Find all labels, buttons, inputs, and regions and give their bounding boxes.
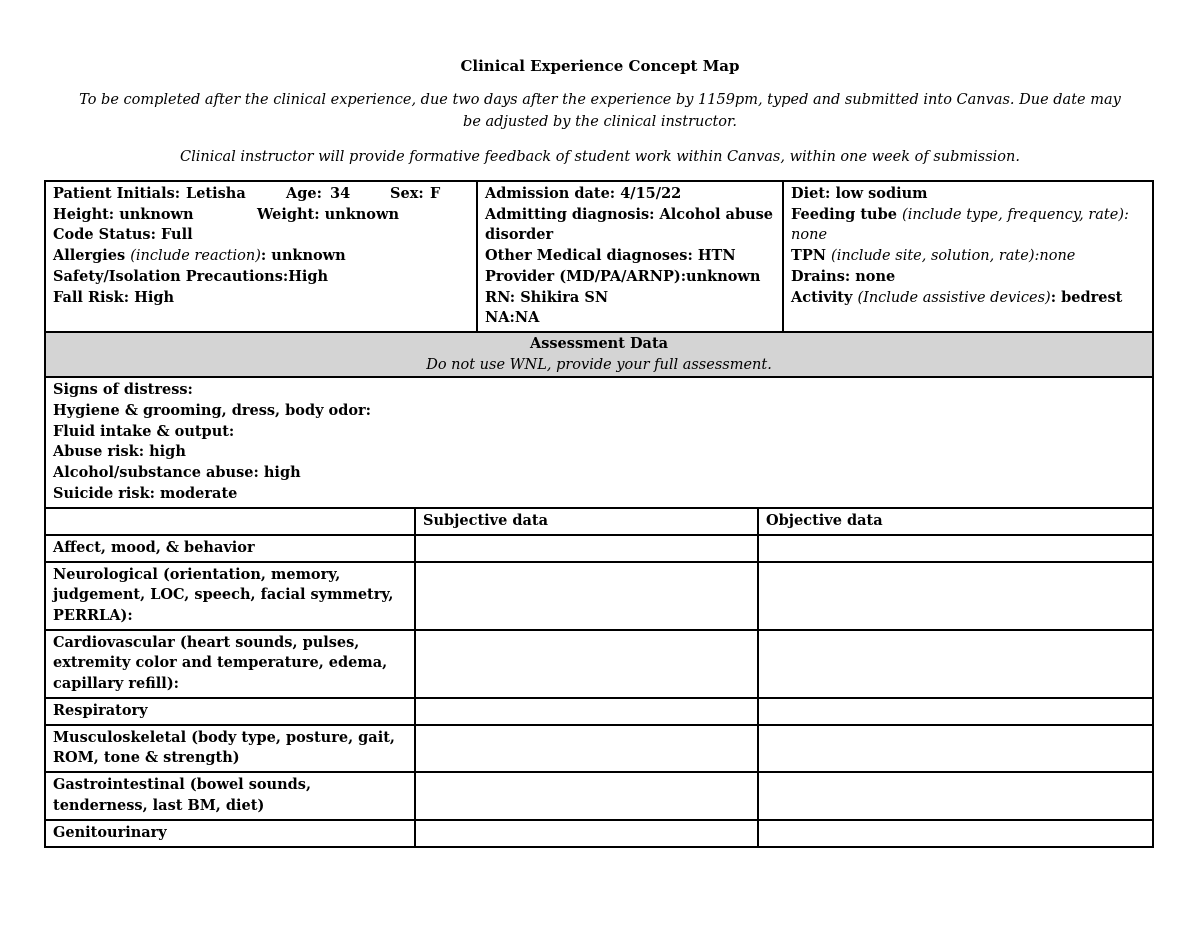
activity-field: [791, 288, 1145, 309]
activity-label: Activity: [791, 288, 853, 306]
weight-field: Weight: unknown: [257, 205, 399, 223]
sex-label: Sex:: [390, 185, 424, 202]
concept-map-table: [44, 180, 1154, 848]
tpn-label: TPN: [791, 247, 826, 265]
objective-musculoskeletal-cell[interactable]: [758, 725, 1153, 772]
hygiene-field: Hygiene & grooming, dress, body odor:: [53, 402, 372, 420]
allergies-hint: (include reaction): [130, 248, 261, 265]
system-musculoskeletal-label: Musculoskeletal (body type, posture, gait, ROM, tone & strength): [45, 725, 415, 772]
system-genitourinary-label: Genitourinary: [45, 820, 415, 847]
nutrition-cell: [783, 181, 1153, 332]
instruction-due-date: To be completed after the clinical experience, due two days after the experience by 1159pm, typed and submitted into Canvas. Due date may be adjusted by the clinical instructor.: [79, 92, 1121, 130]
table-row: [45, 725, 1153, 772]
objective-affect-cell[interactable]: [758, 535, 1153, 562]
allergies-value: : unknown: [260, 247, 346, 265]
system-header-cell: [45, 508, 415, 535]
table-row: [45, 772, 1153, 819]
other-diagnoses-field: Other Medical diagnoses: HTN: [485, 247, 736, 265]
table-row: [45, 562, 1153, 630]
assessment-header-row: [45, 332, 1153, 377]
allergies-field: [53, 246, 469, 267]
instruction-feedback: Clinical instructor will provide formative feedback of student work within Canvas, within one week of submission.: [180, 149, 1020, 165]
assessment-subheading: Do not use WNL, provide your full assessment.: [426, 356, 772, 373]
column-header-row: [45, 508, 1153, 535]
abuse-risk-field: Abuse risk: high: [53, 443, 186, 461]
table-row: [45, 698, 1153, 725]
tpn-field: [791, 246, 1145, 267]
table-row: [45, 630, 1153, 698]
tpn-hint: (include site, solution, rate):none: [831, 248, 1076, 265]
assessment-heading: Assessment Data: [529, 334, 669, 352]
na-field: NA:NA: [485, 309, 540, 327]
provider-field: Provider (MD/PA/ARNP):unknown: [485, 267, 761, 285]
admission-cell: [477, 181, 783, 332]
signs-of-distress-field: Signs of distress:: [53, 381, 193, 399]
subjective-neurological-cell[interactable]: [415, 562, 758, 630]
general-assessment-cell: [45, 377, 1153, 507]
feeding-tube-hint: (include type, frequency, rate): none: [791, 206, 1129, 244]
patient-demographics-cell: [45, 181, 477, 332]
suicide-risk-field: Suicide risk: moderate: [53, 484, 238, 502]
sex-value: F: [430, 185, 441, 202]
subjective-gastrointestinal-cell[interactable]: [415, 772, 758, 819]
age-value: 34: [330, 185, 351, 202]
table-row: [45, 535, 1153, 562]
subjective-cardiovascular-cell[interactable]: [415, 630, 758, 698]
drains-field: Drains: none: [791, 267, 896, 285]
patient-info-row: [45, 181, 1153, 332]
age-label: Age:: [286, 185, 322, 202]
fall-risk-field: Fall Risk: High: [53, 288, 175, 306]
objective-cardiovascular-cell[interactable]: [758, 630, 1153, 698]
general-assessment-row: [45, 377, 1153, 507]
initials-value: Letisha: [186, 185, 246, 202]
feeding-tube-field: [791, 205, 1145, 246]
subjective-header: Subjective data: [415, 508, 758, 535]
height-field: Height: unknown: [53, 205, 194, 223]
diet-field: Diet: low sodium: [791, 185, 928, 202]
activity-value: bedrest: [1061, 288, 1123, 306]
code-status-field: Code Status: Full: [53, 226, 193, 244]
system-neurological-label: Neurological (orientation, memory, judgement, LOC, speech, facial symmetry, PERRLA):: [45, 562, 415, 630]
system-gastrointestinal-label: Gastrointestinal (bowel sounds, tenderness, last BM, diet): [45, 772, 415, 819]
allergies-label: Allergies: [53, 247, 126, 265]
system-affect-label: Affect, mood, & behavior: [45, 535, 415, 562]
admission-date-field: Admission date: 4/15/22: [485, 185, 682, 202]
objective-respiratory-cell[interactable]: [758, 698, 1153, 725]
system-cardiovascular-label: Cardiovascular (heart sounds, pulses, extremity color and temperature, edema, capillary refill):: [45, 630, 415, 698]
subjective-affect-cell[interactable]: [415, 535, 758, 562]
page-title: Clinical Experience Concept Map: [460, 57, 740, 75]
activity-colon: :: [1050, 288, 1057, 306]
fluid-intake-field: Fluid intake & output:: [53, 422, 235, 440]
activity-hint: (Include assistive devices): [857, 289, 1051, 306]
substance-abuse-field: Alcohol/substance abuse: high: [53, 464, 301, 482]
system-respiratory-label: Respiratory: [45, 698, 415, 725]
initials-label: Patient Initials:: [53, 185, 181, 202]
objective-header: Objective data: [758, 508, 1153, 535]
objective-genitourinary-cell[interactable]: [758, 820, 1153, 847]
admitting-diagnosis-field: Admitting diagnosis: Alcohol abuse disorder: [485, 205, 774, 244]
table-row: [45, 820, 1153, 847]
objective-neurological-cell[interactable]: [758, 562, 1153, 630]
rn-field: RN: Shikira SN: [485, 288, 609, 306]
feeding-tube-label: Feeding tube: [791, 205, 897, 223]
assessment-header-cell: [45, 332, 1153, 377]
subjective-musculoskeletal-cell[interactable]: [415, 725, 758, 772]
subjective-respiratory-cell[interactable]: [415, 698, 758, 725]
safety-precautions-field: Safety/Isolation Precautions:High: [53, 267, 329, 285]
subjective-genitourinary-cell[interactable]: [415, 820, 758, 847]
objective-gastrointestinal-cell[interactable]: [758, 772, 1153, 819]
